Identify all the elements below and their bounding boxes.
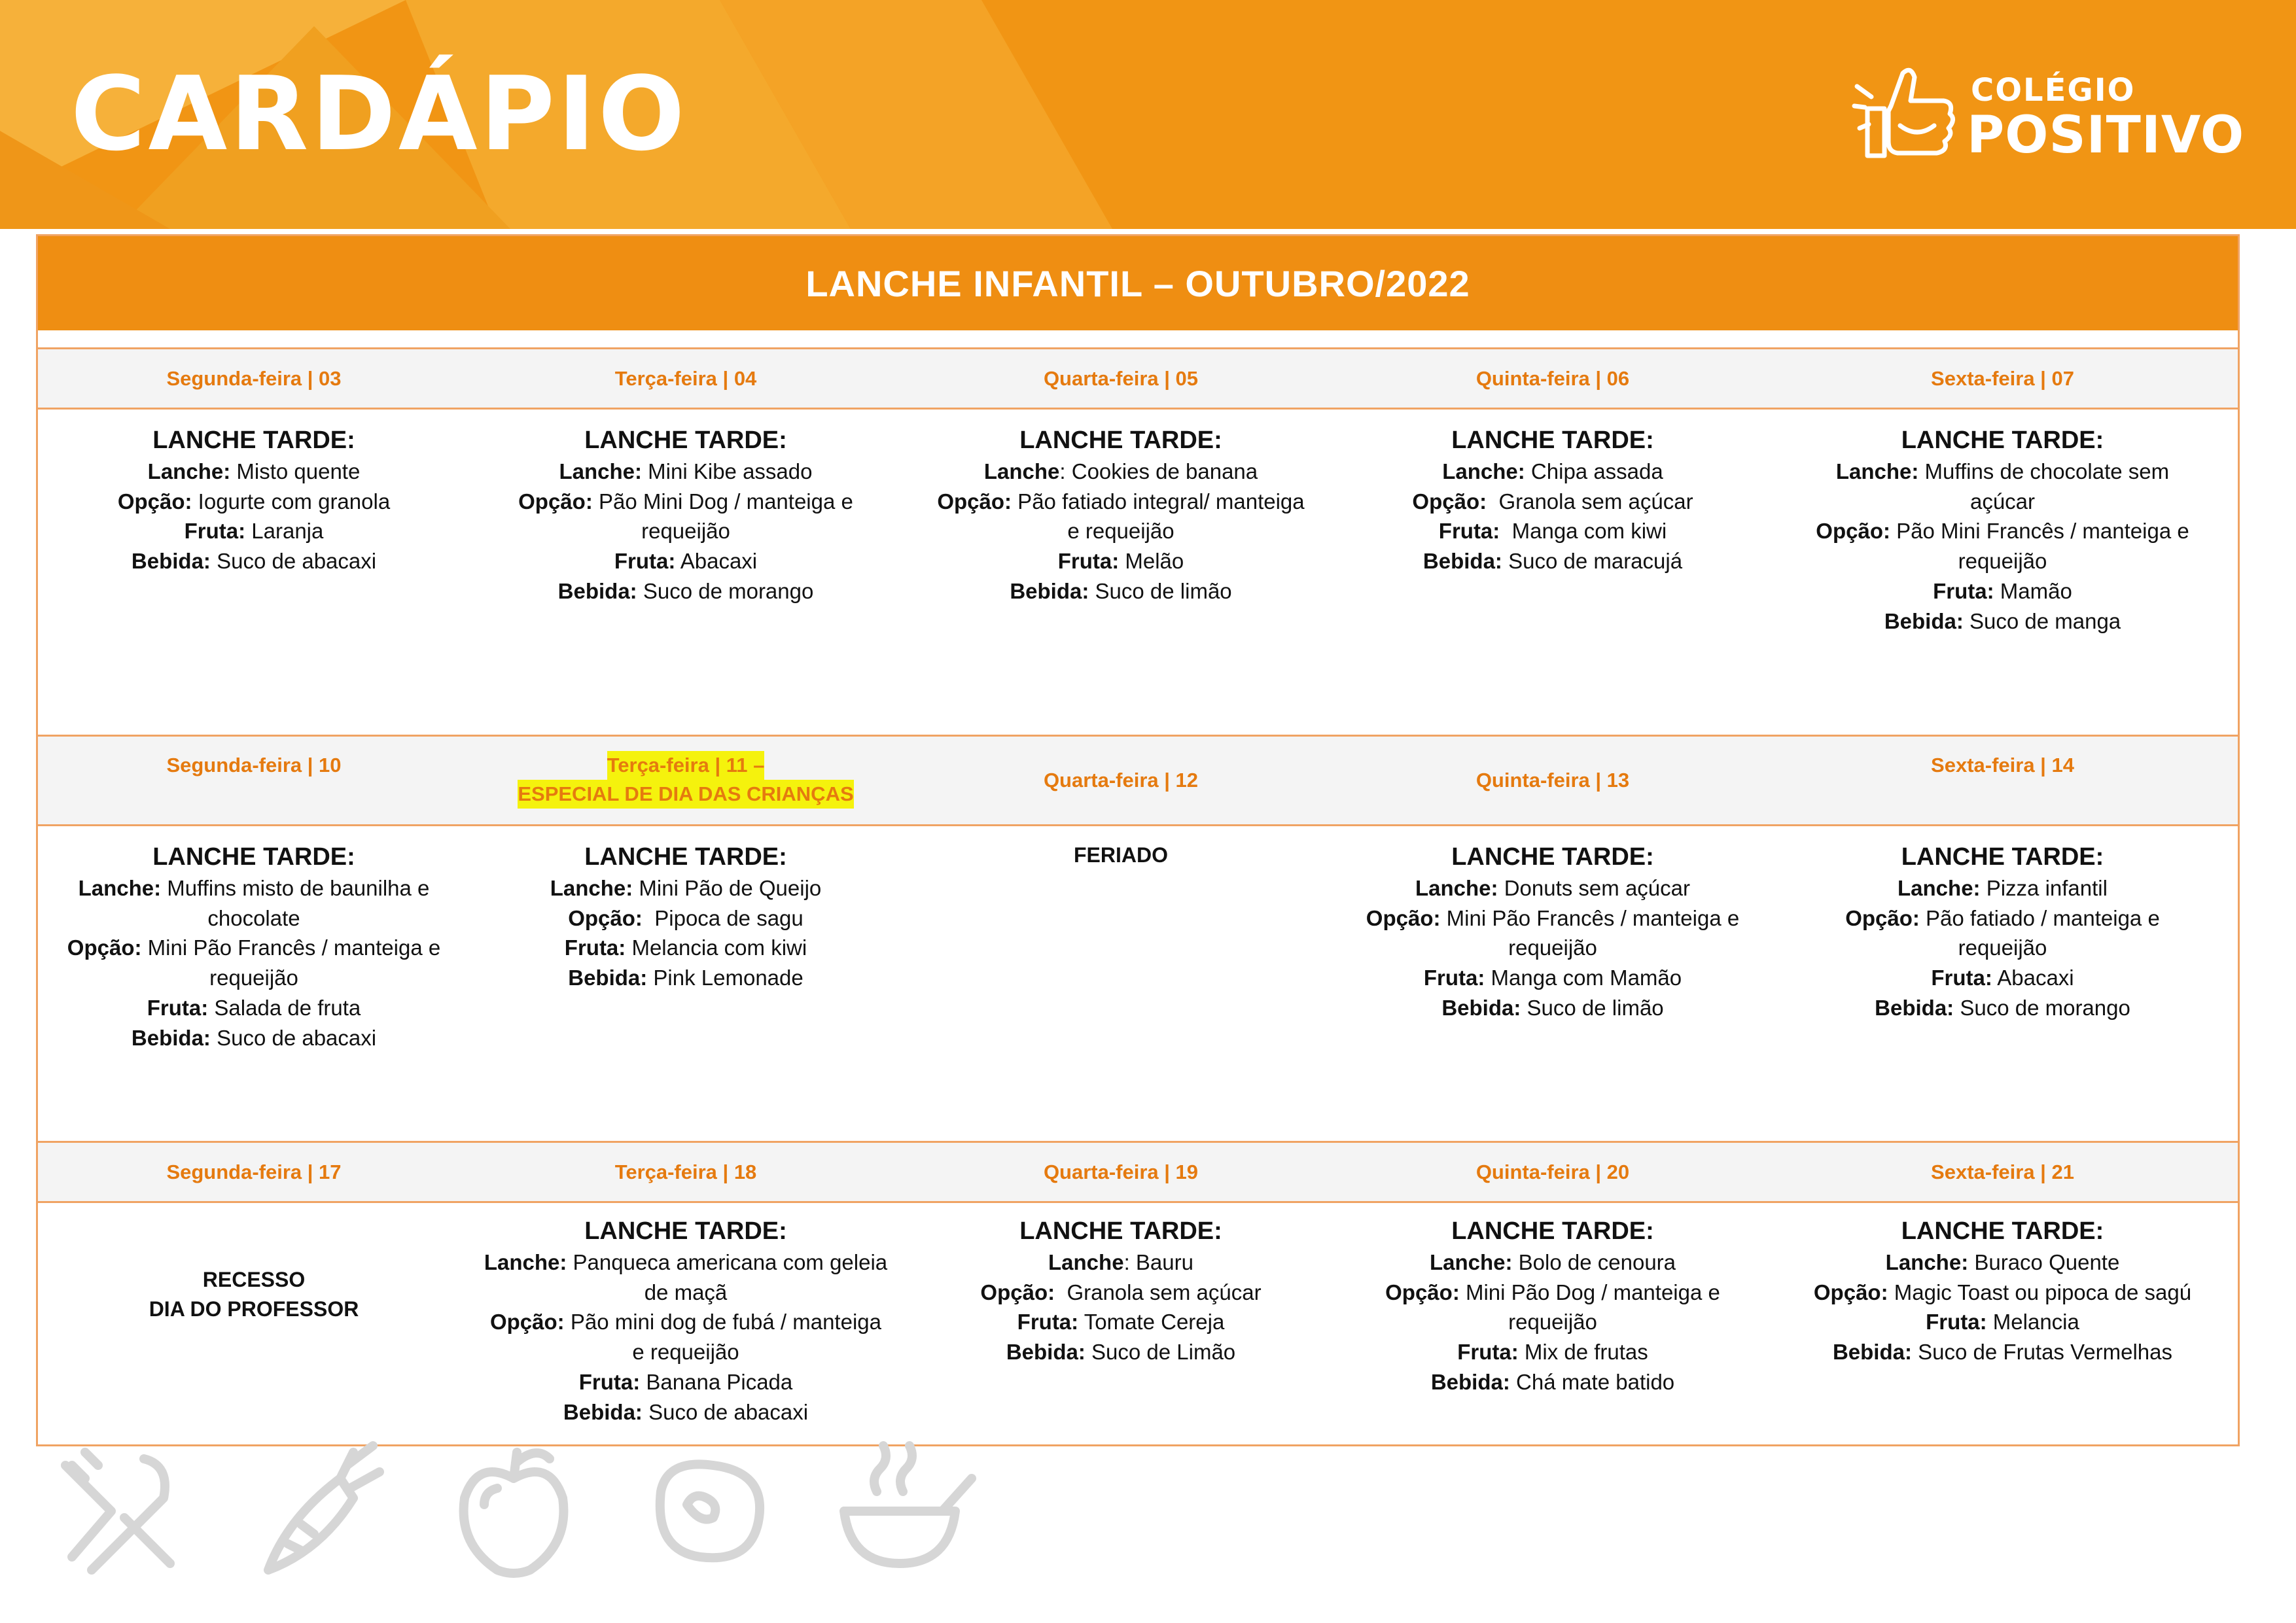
meal-heading: LANCHE TARDE: [1451, 843, 1654, 871]
day-label-text: Quarta-feira | 19 [1043, 1160, 1199, 1183]
meal-item-text: Abacaxi [675, 549, 758, 574]
logo-line-2: POSITIVO [1967, 106, 2245, 165]
meal-item-text: Pão Mini Dog / manteiga e [592, 489, 853, 514]
meal-cell [1340, 410, 1765, 724]
meal-item-label: Opção: [568, 905, 643, 930]
meal-item-label: Lanche: [147, 459, 231, 483]
meal-item-text: Pipoca de sagu [642, 905, 804, 930]
meal-item-label: Opção: [1385, 1280, 1460, 1304]
day-label [1340, 737, 1765, 824]
day-label [1340, 1143, 1765, 1201]
meal-item-text: Suco de abacaxi [642, 1399, 809, 1424]
meal-heading: LANCHE TARDE: [152, 843, 355, 871]
meal-line [148, 457, 361, 487]
meal-item-text: Mini Kibe assado [642, 459, 813, 483]
meal-item-label: Opção: [518, 489, 593, 514]
meal-item-label: Lanche: [1429, 1250, 1513, 1274]
meal-heading: LANCHE TARDE: [1019, 1217, 1222, 1245]
meal-item-label: Fruta: [1457, 1340, 1519, 1365]
meal-line [132, 1023, 376, 1053]
meal-item-label: Fruta: [1017, 1310, 1079, 1335]
meal-item-text: Suco de limão [1521, 995, 1664, 1020]
meal-item-text: chocolate [207, 905, 300, 930]
meal-item-label: Opção: [117, 489, 192, 514]
menu-title: LANCHE INFANTIL – OUTUBRO/2022 [805, 262, 1470, 304]
meal-item-text: Abacaxi [1992, 966, 2074, 990]
day-label [1765, 737, 2240, 824]
meal-item-text: Banana Picada [640, 1369, 793, 1394]
holiday-label: FERIADO [1074, 843, 1168, 867]
header-banner [0, 0, 2296, 229]
meal-cell [38, 410, 470, 724]
meal-line [67, 933, 440, 963]
meal-line [1441, 993, 1663, 1023]
meal-line [1816, 516, 2189, 546]
meal-line [1423, 546, 1682, 576]
meal-line [1898, 873, 2108, 903]
day-label-text: Quinta-feira | 20 [1475, 1160, 1630, 1183]
meal-cell [1340, 826, 1765, 1137]
meal-line [558, 576, 814, 606]
meal-item-label: Lanche: [1898, 876, 1981, 900]
meal-line [1508, 1307, 1597, 1337]
meal-heading: LANCHE TARDE: [584, 1217, 787, 1245]
meal-cell [902, 410, 1340, 724]
meal-line [132, 546, 376, 576]
carrot-icon [242, 1439, 393, 1583]
meal-item-label: Opção: [1845, 905, 1920, 930]
page-title: CARDÁPIO [71, 54, 688, 173]
meal-item-label: Lanche: [1885, 1250, 1969, 1274]
meal-item-label: Fruta: [1926, 1310, 1987, 1335]
meal-item-text: Donuts sem açúcar [1498, 876, 1690, 900]
day-header-row [38, 735, 2238, 826]
meal-item-label: Bebida: [563, 1399, 643, 1424]
day-label [38, 1143, 470, 1201]
meal-line [563, 1397, 808, 1427]
meal-item-text: Magic Toast ou pipoca de sagú [1888, 1280, 2192, 1304]
meal-line [1886, 1248, 2120, 1278]
meal-item-text: Granola sem açúcar [1487, 489, 1693, 514]
meal-cell [38, 826, 470, 1137]
meal-item-text: Mini Pão Francês / manteiga e [1440, 905, 1740, 930]
meal-item-label: Bebida: [1422, 549, 1502, 574]
meal-line [1412, 487, 1693, 517]
day-label-text: Terça-feira | 04 [614, 366, 757, 390]
meal-item-text: Mini Pão Dog / manteiga e [1459, 1280, 1720, 1304]
meal-item-text: Suco de Frutas Vermelhas [1911, 1340, 2173, 1365]
meal-line [1058, 546, 1184, 576]
meal-item-label: Bebida: [1441, 995, 1521, 1020]
meal-item-text: Manga com kiwi [1500, 519, 1667, 544]
meal-item-text: Muffins misto de baunilha e [161, 876, 430, 900]
meal-item-text: Buraco Quente [1968, 1250, 2120, 1274]
meal-item-text: requeijão [1508, 935, 1597, 960]
meal-item-text: Tomate Cereja [1078, 1310, 1225, 1335]
meal-line [1366, 903, 1739, 934]
meal-line [1884, 606, 2121, 637]
meal-line [1508, 933, 1597, 963]
meal-line [1430, 1248, 1676, 1278]
meal-item-text: Laranja [245, 519, 324, 544]
menu-table [36, 234, 2240, 1446]
meal-item-text: de maçã [644, 1280, 728, 1304]
meal-cell [470, 410, 902, 724]
recess-label: DIA DO PROFESSOR [149, 1297, 359, 1321]
meal-item-label: Bebida: [557, 578, 637, 603]
meal-line [1833, 1337, 2172, 1367]
day-label [470, 737, 902, 824]
logo-line-1: COLÉGIO [1971, 72, 2136, 109]
day-header-row [38, 1141, 2238, 1203]
meal-item-label: Bebida: [1010, 578, 1089, 603]
meal-line [1845, 903, 2160, 934]
meal-cell [470, 826, 902, 1137]
meal-item-label: Bebida: [1006, 1340, 1086, 1365]
meal-cell [38, 1203, 470, 1445]
meal-line [632, 1337, 739, 1367]
meal-heading: LANCHE TARDE: [1901, 1217, 2104, 1245]
meal-item-label: Fruta: [184, 519, 246, 544]
meal-line [118, 487, 390, 517]
meal-item-label: Lanche: [1415, 876, 1498, 900]
meal-item-text: requeijão [209, 966, 298, 990]
meal-item-text: Chipa assada [1525, 459, 1663, 483]
day-label-text: Quarta-feira | 12 [1043, 769, 1199, 792]
day-label-text: Terça-feira | 18 [614, 1160, 757, 1183]
meal-cell [902, 826, 1340, 1137]
meal-item-label: Fruta: [1933, 578, 1994, 603]
meal-line [1048, 1248, 1193, 1278]
meal-item-label: Fruta: [1057, 549, 1120, 574]
meal-item-text: Melão [1119, 549, 1184, 574]
meal-item-label: Bebida: [1832, 1340, 1912, 1365]
meal-item-label: Lanche [983, 459, 1060, 483]
meal-line [579, 1367, 793, 1397]
meal-item-text: Melancia [1987, 1310, 2079, 1335]
meal-item-text: Suco de maracujá [1502, 549, 1683, 574]
meal-line [209, 963, 298, 993]
meal-item-text: Mamão [1994, 578, 2072, 603]
meal-item-text: Suco de morango [637, 578, 814, 603]
meal-line [1067, 516, 1174, 546]
meal-cell [1340, 1203, 1765, 1445]
meal-cell [1765, 826, 2240, 1137]
meal-line [568, 963, 804, 993]
meal-line [568, 903, 804, 934]
meal-heading: LANCHE TARDE: [152, 427, 355, 454]
special-day-label: ESPECIAL DE DIA DAS CRIANÇAS [518, 780, 853, 809]
meal-item-text: Suco de Limão [1085, 1340, 1236, 1365]
meal-line [1010, 576, 1231, 606]
meal-heading: LANCHE TARDE: [584, 843, 787, 871]
day-label [38, 349, 470, 408]
meal-item-text: Bolo de cenoura [1512, 1250, 1676, 1274]
day-label [902, 737, 1340, 824]
day-label [1765, 1143, 2240, 1201]
meal-item-text: Pão mini dog de fubá / manteiga [564, 1310, 881, 1335]
meal-item-label: Bebida: [1884, 608, 1964, 633]
meal-item-label: Lanche: [78, 876, 162, 900]
meal-line [614, 546, 757, 576]
day-label [470, 349, 902, 408]
meal-line [1415, 873, 1690, 903]
meal-heading: LANCHE TARDE: [1451, 427, 1654, 454]
meal-heading: LANCHE TARDE: [1901, 843, 2104, 871]
apple-icon [438, 1439, 589, 1583]
meal-line [185, 516, 324, 546]
day-label-text: Segunda-feira | 17 [166, 1160, 342, 1183]
day-label-text: Quarta-feira | 05 [1043, 366, 1199, 390]
meal-item-text: Manga com Mamão [1485, 966, 1682, 990]
day-label [1765, 349, 2240, 408]
meal-item-text: e requeijão [1067, 519, 1174, 544]
meal-item-text: Suco de abacaxi [210, 549, 377, 574]
recess-label: RECESSO [202, 1268, 306, 1291]
meal-item-label: Lanche: [1442, 459, 1525, 483]
meal-line [484, 1248, 887, 1278]
meal-item-label: Lanche: [1835, 459, 1919, 483]
meal-cell [1765, 1203, 2240, 1445]
meal-heading: LANCHE TARDE: [1901, 427, 2104, 454]
meal-line [559, 457, 812, 487]
meal-cell [470, 1203, 902, 1445]
meal-item-text: Chá mate batido [1510, 1369, 1675, 1394]
meal-item-text: Misto quente [230, 459, 361, 483]
meal-item-label: Opção: [1813, 1280, 1888, 1304]
meal-line [79, 873, 430, 903]
meal-item-text: requeijão [1958, 935, 2047, 960]
meal-item-label: Bebida: [131, 549, 211, 574]
meal-item-label: Fruta: [614, 549, 676, 574]
meal-item-text: Pão fatiado / manteiga e [1919, 905, 2160, 930]
meal-item-label: Fruta: [1931, 966, 1992, 990]
meal-item-text: Granola sem açúcar [1055, 1280, 1262, 1304]
meal-item-text: açúcar [1969, 489, 2036, 514]
cutlery-icon [46, 1439, 196, 1583]
meal-item-label: Opção: [1816, 519, 1890, 544]
meal-line [1926, 1307, 2079, 1337]
meal-item-label: Opção: [937, 489, 1012, 514]
day-label-text: Sexta-feira | 14 [1931, 754, 2074, 777]
meal-line [147, 993, 361, 1023]
meal-line [1958, 546, 2047, 576]
meal-item-text: Muffins de chocolate sem [1918, 459, 2170, 483]
meal-item-text: Suco de abacaxi [210, 1025, 377, 1050]
meal-item-text: Pink Lemonade [647, 966, 804, 990]
meal-item-text: Melancia com kiwi [626, 935, 807, 960]
meal-item-text: Mini Pão de Queijo [633, 876, 822, 900]
meal-item-label: Fruta: [564, 935, 626, 960]
meal-line [1385, 1278, 1720, 1308]
meal-cell [1765, 410, 2240, 724]
meal-item-text: e requeijão [632, 1340, 739, 1365]
meal-item-label: Opção: [67, 935, 142, 960]
day-header-row [38, 347, 2238, 410]
meal-line [490, 1307, 881, 1337]
meal-heading: LANCHE TARDE: [1451, 1217, 1654, 1245]
meal-line [1457, 1337, 1648, 1367]
meal-line [1439, 516, 1667, 546]
soup-bowl-icon [831, 1439, 981, 1583]
day-label-text: Sexta-feira | 21 [1931, 1160, 2074, 1183]
meal-item-text: Pizza infantil [1980, 876, 2108, 900]
meal-item-text: requeijão [1508, 1310, 1597, 1335]
meal-line [550, 873, 822, 903]
day-label-text: Sexta-feira | 07 [1931, 366, 2074, 390]
steak-icon [635, 1439, 785, 1583]
meal-line [1017, 1307, 1225, 1337]
meal-item-text: Iogurte com granola [192, 489, 391, 514]
meal-line [1933, 576, 2072, 606]
meal-line [1931, 963, 2074, 993]
meal-item-label: Bebida: [1430, 1369, 1510, 1394]
meal-item-text: Pão Mini Francês / manteiga e [1890, 519, 2189, 544]
meal-item-text: requeijão [641, 519, 730, 544]
meal-item-text: : Bauru [1123, 1250, 1193, 1274]
meal-item-label: Fruta: [147, 995, 209, 1020]
meal-item-label: Bebida: [1875, 995, 1954, 1020]
day-label [902, 349, 1340, 408]
day-label-text: Quinta-feira | 06 [1475, 366, 1630, 390]
meal-cell [902, 1203, 1340, 1445]
meal-line [1006, 1337, 1235, 1367]
meal-item-label: Lanche: [559, 459, 643, 483]
meal-item-text: Suco de limão [1089, 578, 1232, 603]
meal-heading: LANCHE TARDE: [1019, 427, 1222, 454]
meal-line [984, 457, 1258, 487]
day-label-text: Segunda-feira | 10 [166, 754, 342, 777]
meal-item-label: Opção: [1412, 489, 1487, 514]
meal-line [1424, 963, 1682, 993]
meal-item-label: Lanche [1048, 1250, 1124, 1274]
meal-item-text: Mini Pão Francês / manteiga e [141, 935, 441, 960]
meal-item-label: Opção: [489, 1310, 565, 1335]
meal-item-label: Lanche: [484, 1250, 567, 1274]
meal-line [1970, 487, 2035, 517]
meal-item-label: Opção: [980, 1280, 1055, 1304]
day-label [902, 1143, 1340, 1201]
meal-line [1875, 993, 2130, 1023]
meal-item-label: Opção: [1366, 905, 1441, 930]
meal-line [645, 1278, 728, 1308]
meal-item-label: Fruta: [1423, 966, 1485, 990]
meal-line [518, 487, 853, 517]
meal-line [1431, 1367, 1674, 1397]
meal-line [641, 516, 730, 546]
day-label [1340, 349, 1765, 408]
footer-icons [46, 1439, 1014, 1583]
meal-item-text: Suco de morango [1954, 995, 2130, 1020]
thumbs-up-icon [1852, 60, 1963, 171]
meal-item-text: Salada de fruta [208, 995, 361, 1020]
meal-line [937, 487, 1304, 517]
meal-line [565, 933, 807, 963]
meal-line [1814, 1278, 2191, 1308]
day-label-text: Segunda-feira | 03 [166, 366, 342, 390]
day-label [38, 737, 470, 824]
menu-title-bar [38, 236, 2238, 330]
meal-heading: LANCHE TARDE: [584, 427, 787, 454]
meal-item-label: Bebida: [131, 1025, 211, 1050]
meal-item-text: : Cookies de banana [1059, 459, 1258, 483]
meal-item-text: Suco de manga [1963, 608, 2121, 633]
meal-item-text: Panqueca americana com geleia [567, 1250, 888, 1274]
meal-line [207, 903, 300, 934]
meal-line [980, 1278, 1261, 1308]
meal-item-label: Bebida: [568, 966, 648, 990]
meal-line [1836, 457, 2169, 487]
meal-item-label: Fruta: [1438, 519, 1500, 544]
day-label-text: Terça-feira | 11 – [607, 751, 765, 780]
day-label-text: Quinta-feira | 13 [1475, 769, 1630, 792]
meal-item-text: requeijão [1958, 549, 2047, 574]
meal-item-text: Mix de frutas [1518, 1340, 1648, 1365]
meal-line [1442, 457, 1663, 487]
meal-line [1958, 933, 2047, 963]
meal-item-text: Pão fatiado integral/ manteiga [1012, 489, 1305, 514]
school-logo [1852, 60, 2245, 178]
meal-item-label: Lanche: [550, 876, 633, 900]
day-label [470, 1143, 902, 1201]
meal-item-label: Fruta: [578, 1369, 641, 1394]
